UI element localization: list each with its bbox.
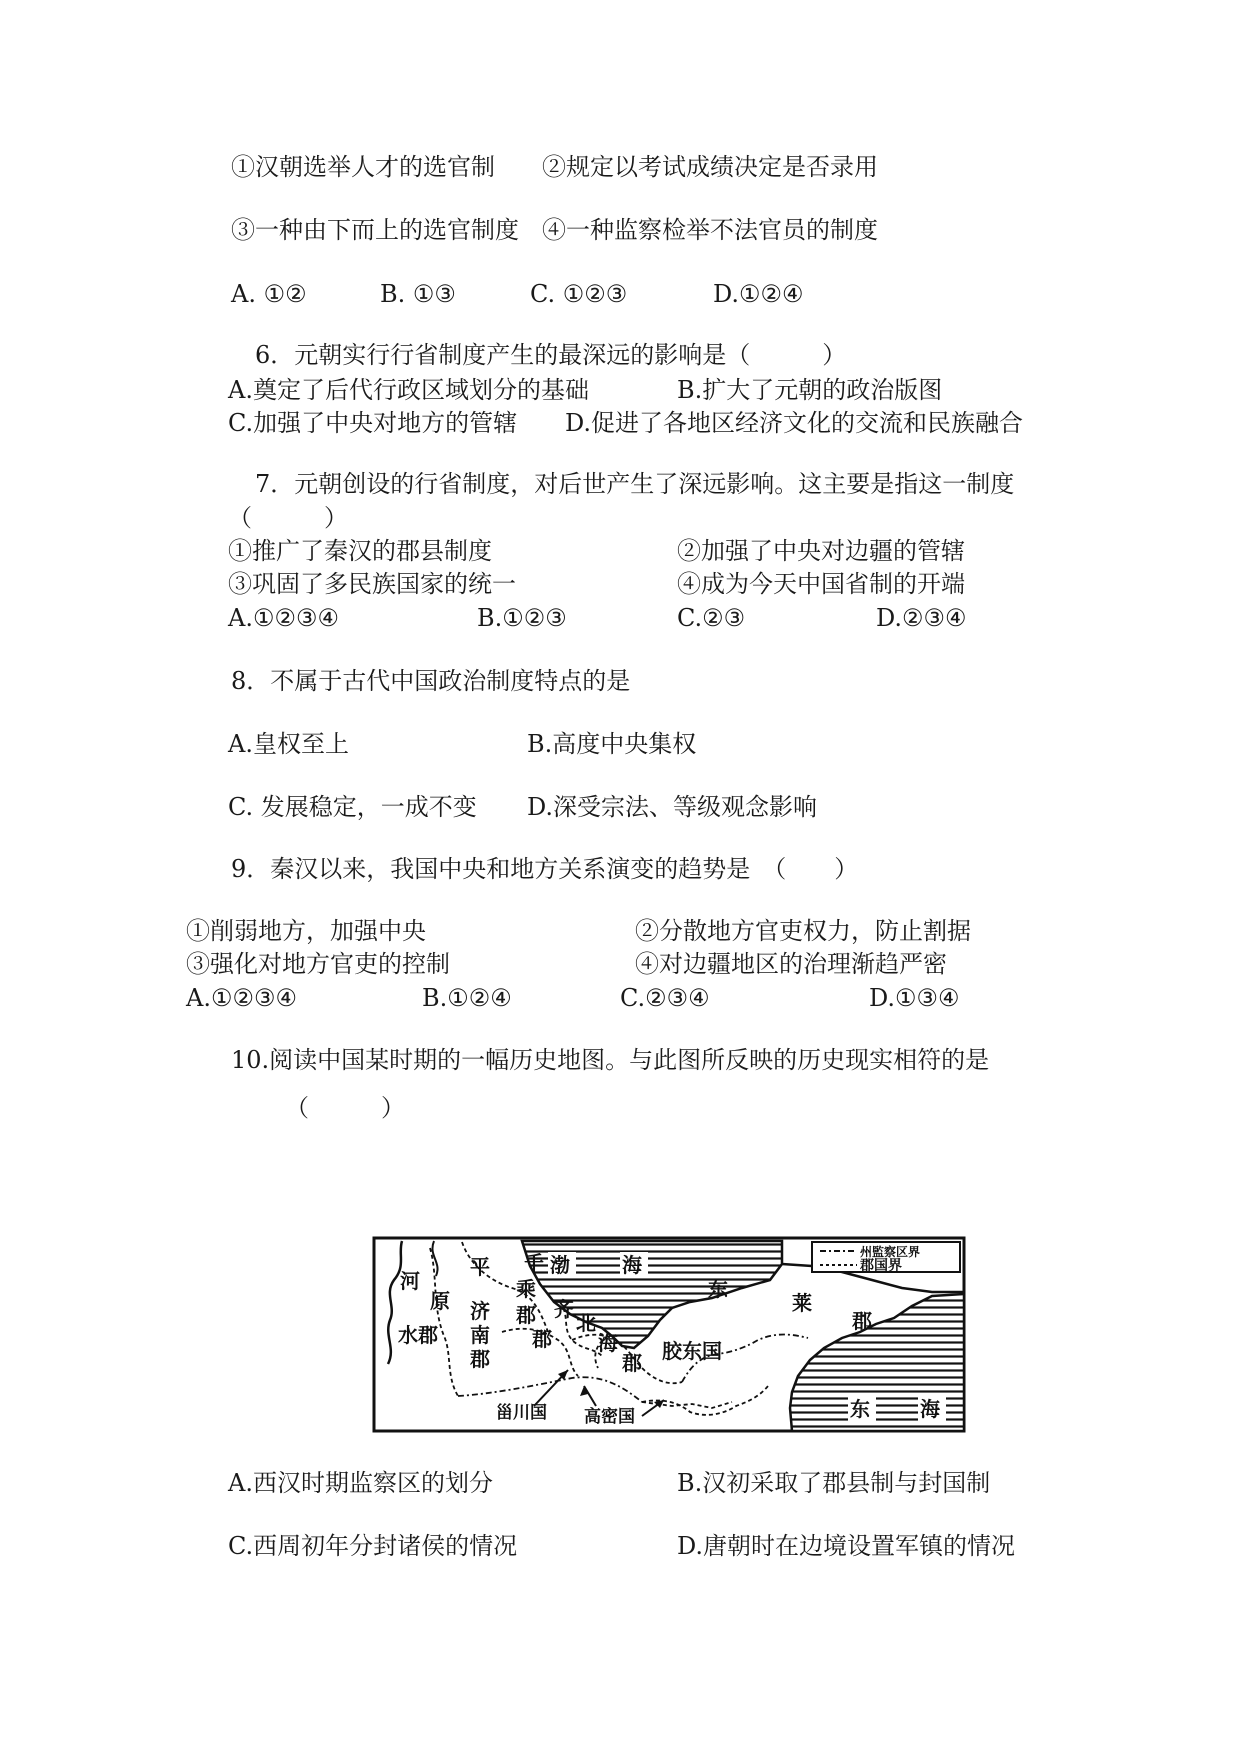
map-label-bohai: 海 xyxy=(622,1253,642,1277)
q6-choice-a: A.奠定了后代行政区域划分的基础 xyxy=(228,376,589,404)
map-label-donghai-dong: 东 xyxy=(850,1397,870,1421)
q9-item-3: ③强化对地方官吏的控制 xyxy=(186,950,450,978)
q9-item-4: ④对边疆地区的治理渐趋严密 xyxy=(635,950,947,978)
map-label-jun4: 郡 xyxy=(622,1351,642,1375)
map-label-lai: 莱 xyxy=(792,1291,812,1315)
q10-choice-c: C.西周初年分封诸侯的情况 xyxy=(228,1532,518,1560)
map-label-nan: 南 xyxy=(470,1323,490,1347)
q9-choice-c: C.②③④ xyxy=(620,984,710,1012)
q9-choice-a: A.①②③④ xyxy=(186,984,298,1012)
q7-item-2: ②加强了中央对边疆的管辖 xyxy=(677,537,965,565)
q6-choice-c: C.加强了中央对地方的管辖 xyxy=(228,409,518,437)
q7-choice-c: C.②③ xyxy=(677,604,746,632)
map-label-yuan: 原 xyxy=(430,1289,450,1313)
q7-item-3: ③巩固了多民族国家的统一 xyxy=(228,570,516,598)
map-label-dong: 东 xyxy=(708,1277,728,1301)
q10-paren: （ ） xyxy=(285,1094,405,1122)
map-label-shuijun: 水郡 xyxy=(398,1323,438,1347)
q7-choice-a: A.①②③④ xyxy=(228,604,340,632)
map-label-jun2: 郡 xyxy=(470,1347,490,1371)
q7-stem: 7．元朝创设的行省制度，对后世产生了深远影响。这主要是指这一制度 xyxy=(255,470,1015,498)
q8-choice-c: C. 发展稳定，一成不变 xyxy=(228,793,477,821)
q6-choice-d: D.促进了各地区经济文化的交流和民族融合 xyxy=(565,409,1024,437)
q9-item-1: ①削弱地方，加强中央 xyxy=(186,917,426,945)
map-label-qi: 齐 xyxy=(554,1297,574,1321)
q8-choice-b: B.高度中央集权 xyxy=(527,730,697,758)
map-label-ping: 平 xyxy=(470,1255,490,1279)
q7-choice-d: D.②③④ xyxy=(876,604,967,632)
map-label-jun3: 郡 xyxy=(532,1327,552,1351)
map-label-jun1: 郡 xyxy=(516,1303,536,1327)
map-label-zichuan: 甾川国 xyxy=(496,1403,547,1423)
map-label-donghai-hai: 海 xyxy=(920,1397,940,1421)
q5-choice-b: B. ①③ xyxy=(380,280,456,308)
q5-item-1: ①汉朝选举人才的选官制 xyxy=(231,153,495,181)
q9-stem: 9．秦汉以来，我国中央和地方关系演变的趋势是 （ ） xyxy=(231,855,859,883)
q9-choice-b: B.①②④ xyxy=(422,984,512,1012)
map-label-hai: 海 xyxy=(598,1331,618,1355)
map-label-bo: 渤 xyxy=(550,1253,570,1277)
q9-choice-d: D.①③④ xyxy=(869,984,960,1012)
q5-choice-a: A. ①② xyxy=(231,280,307,308)
q6-choice-b: B.扩大了元朝的政治版图 xyxy=(677,376,943,404)
map-label-sheng: 乘 xyxy=(516,1277,536,1301)
map-label-jun5: 郡 xyxy=(852,1309,872,1333)
q8-choice-d: D.深受宗法、等级观念影响 xyxy=(527,793,818,821)
q7-choice-b: B.①②③ xyxy=(477,604,567,632)
q5-choice-d: D.①②④ xyxy=(713,280,804,308)
q5-item-2: ②规定以考试成绩决定是否录用 xyxy=(542,153,878,181)
q7-item-4: ④成为今天中国省制的开端 xyxy=(677,570,965,598)
map-label-ji: 济 xyxy=(470,1299,490,1323)
q10-choice-b: B.汉初采取了郡县制与封国制 xyxy=(677,1469,991,1497)
q10-choice-d: D.唐朝时在边境设置军镇的情况 xyxy=(677,1532,1016,1560)
q8-choice-a: A.皇权至上 xyxy=(228,730,349,758)
map-label-jiaodong: 胶东国 xyxy=(662,1339,722,1363)
q9-item-2: ②分散地方官吏权力，防止割据 xyxy=(635,917,971,945)
q10-choice-a: A.西汉时期监察区的划分 xyxy=(228,1469,493,1497)
q7-paren: （ ） xyxy=(228,504,348,532)
q10-stem: 10.阅读中国某时期的一幅历史地图。与此图所反映的历史现实相符的是 xyxy=(231,1046,990,1074)
q6-stem: 6．元朝实行行省制度产生的最深远的影响是（ ） xyxy=(255,341,847,369)
map-label-bei: 北 xyxy=(576,1311,596,1335)
legend-label-1: 州監察区界 xyxy=(860,1245,921,1259)
map-label-he: 河 xyxy=(400,1269,420,1293)
q5-choice-c: C. ①②③ xyxy=(530,280,628,308)
q5-item-4: ④一种监察检举不法官员的制度 xyxy=(542,216,878,244)
historical-map xyxy=(372,1236,966,1433)
q7-item-1: ①推广了秦汉的郡县制度 xyxy=(228,537,492,565)
q5-item-3: ③一种由下而上的选官制度 xyxy=(231,216,519,244)
legend-label-2: 郡国界 xyxy=(860,1258,902,1274)
map-label-qian: 千 xyxy=(524,1251,544,1275)
q8-stem: 8．不属于古代中国政治制度特点的是 xyxy=(231,667,631,695)
map-label-gaomi: 高密国 xyxy=(584,1407,635,1427)
